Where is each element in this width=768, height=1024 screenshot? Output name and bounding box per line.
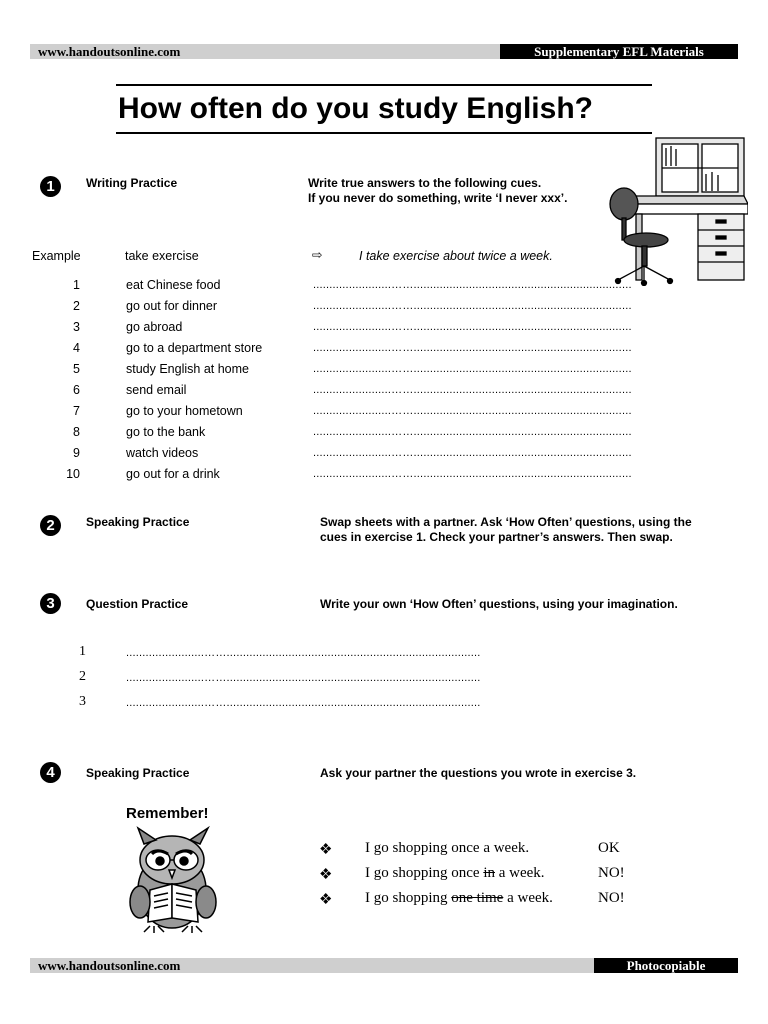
cue-number: 5 <box>73 362 80 376</box>
question-write-line[interactable]: ........................…….............................................................................. <box>126 672 481 684</box>
section-2-label: Speaking Practice <box>86 515 190 529</box>
answer-line[interactable]: ........................……................................................................... <box>313 321 632 333</box>
footer-tag: Photocopiable <box>594 958 738 973</box>
verdict-label: OK <box>598 840 620 856</box>
cue-number: 3 <box>73 320 80 334</box>
cue-text: go to a department store <box>126 341 263 355</box>
bullet-icon: ❖ <box>319 842 333 858</box>
section-3-number: 3 <box>40 593 61 614</box>
answer-line[interactable]: ........................……................................................................... <box>313 384 632 396</box>
section-3-label: Question Practice <box>86 597 189 611</box>
cue-number: 6 <box>73 383 80 397</box>
example-sentence <box>365 840 529 857</box>
answer-line[interactable]: ........................……................................................................... <box>313 468 632 480</box>
bullet-icon: ❖ <box>319 892 333 908</box>
answer-line[interactable]: ........................……................................................................... <box>313 300 632 312</box>
section-2-instruction <box>320 515 692 545</box>
sentence-part: I go shopping <box>365 890 452 906</box>
verdict-label: NO! <box>598 890 625 906</box>
cue-number: 4 <box>73 341 80 355</box>
cue-text: study English at home <box>126 362 249 376</box>
cue-text: go to the bank <box>126 425 206 439</box>
answer-line[interactable]: ........................……................................................................... <box>313 447 632 459</box>
bullet-icon: ❖ <box>319 867 333 883</box>
section-1-instruction <box>308 176 567 206</box>
cue-number: 7 <box>73 404 80 418</box>
question-write-line[interactable]: ........................…….............................................................................. <box>126 647 481 659</box>
sentence-part: a week. <box>495 865 545 881</box>
answer-line[interactable]: ........................……................................................................... <box>313 279 632 291</box>
section-4-label: Speaking Practice <box>86 766 190 780</box>
section-2-instruction-line1: Swap sheets with a partner. Ask ‘How Often’ questions, using the <box>320 515 692 529</box>
section-4-instruction: Ask your partner the questions you wrote in exercise 3. <box>320 766 637 780</box>
section-2-number: 2 <box>40 515 61 536</box>
cue-number: 2 <box>73 299 80 313</box>
footer-site: www.handoutsonline.com <box>38 958 181 973</box>
sentence-part: a week. <box>503 890 553 906</box>
question-number: 2 <box>79 669 86 684</box>
sentence-part: I go shopping once a week. <box>365 840 530 856</box>
question-number: 3 <box>79 694 86 709</box>
example-sentence <box>365 865 545 882</box>
remember-heading: Remember! <box>126 805 209 822</box>
header-site: www.handoutsonline.com <box>38 44 181 59</box>
example-cue: take exercise <box>125 249 199 263</box>
cue-text: go out for a drink <box>126 467 220 481</box>
answer-line[interactable]: ........................……................................................................... <box>313 426 632 438</box>
cue-text: send email <box>126 383 187 397</box>
section-1-instruction-line2: If you never do something, write ‘I never xxx’. <box>308 191 568 205</box>
section-3-instruction: Write your own ‘How Often’ questions, using your imagination. <box>320 597 678 611</box>
cue-number: 10 <box>66 467 80 481</box>
example-answer: I take exercise about twice a week. <box>359 249 553 263</box>
example-sentence <box>365 890 553 907</box>
answer-line[interactable]: ........................……................................................................... <box>313 363 632 375</box>
cue-text: go out for dinner <box>126 299 218 313</box>
header-tag: Supplementary EFL Materials <box>500 44 738 59</box>
cue-number: 9 <box>73 446 80 460</box>
cue-text: eat Chinese food <box>126 278 221 292</box>
section-2-instruction-line2: cues in exercise 1. Check your partner’s answers. Then swap. <box>320 530 673 544</box>
example-label: Example <box>32 249 81 263</box>
section-1-number: 1 <box>40 176 61 197</box>
answer-line[interactable]: ........................……................................................................... <box>313 342 632 354</box>
struck-word: one time <box>451 890 504 906</box>
sentence-part: I go shopping once <box>365 865 484 881</box>
question-write-line[interactable]: ........................…….............................................................................. <box>126 697 481 709</box>
cue-text: go abroad <box>126 320 183 334</box>
page-title: How often do you study English? <box>118 92 593 125</box>
answer-line[interactable]: ........................……................................................................... <box>313 405 632 417</box>
section-1-label: Writing Practice <box>86 176 178 190</box>
desk-illustration <box>608 134 748 286</box>
owl-reading-illustration <box>118 826 230 934</box>
section-1-instruction-line1: Write true answers to the following cues. <box>308 176 542 190</box>
cue-text: watch videos <box>126 446 199 460</box>
title-box <box>116 84 652 134</box>
verdict-label: NO! <box>598 865 625 881</box>
cue-number: 1 <box>73 278 80 292</box>
question-number: 1 <box>79 644 86 659</box>
struck-word: in <box>483 865 495 881</box>
cue-text: go to your hometown <box>126 404 243 418</box>
cue-number: 8 <box>73 425 80 439</box>
section-4-number: 4 <box>40 762 61 783</box>
example-arrow-icon: ⇨ <box>312 248 323 262</box>
